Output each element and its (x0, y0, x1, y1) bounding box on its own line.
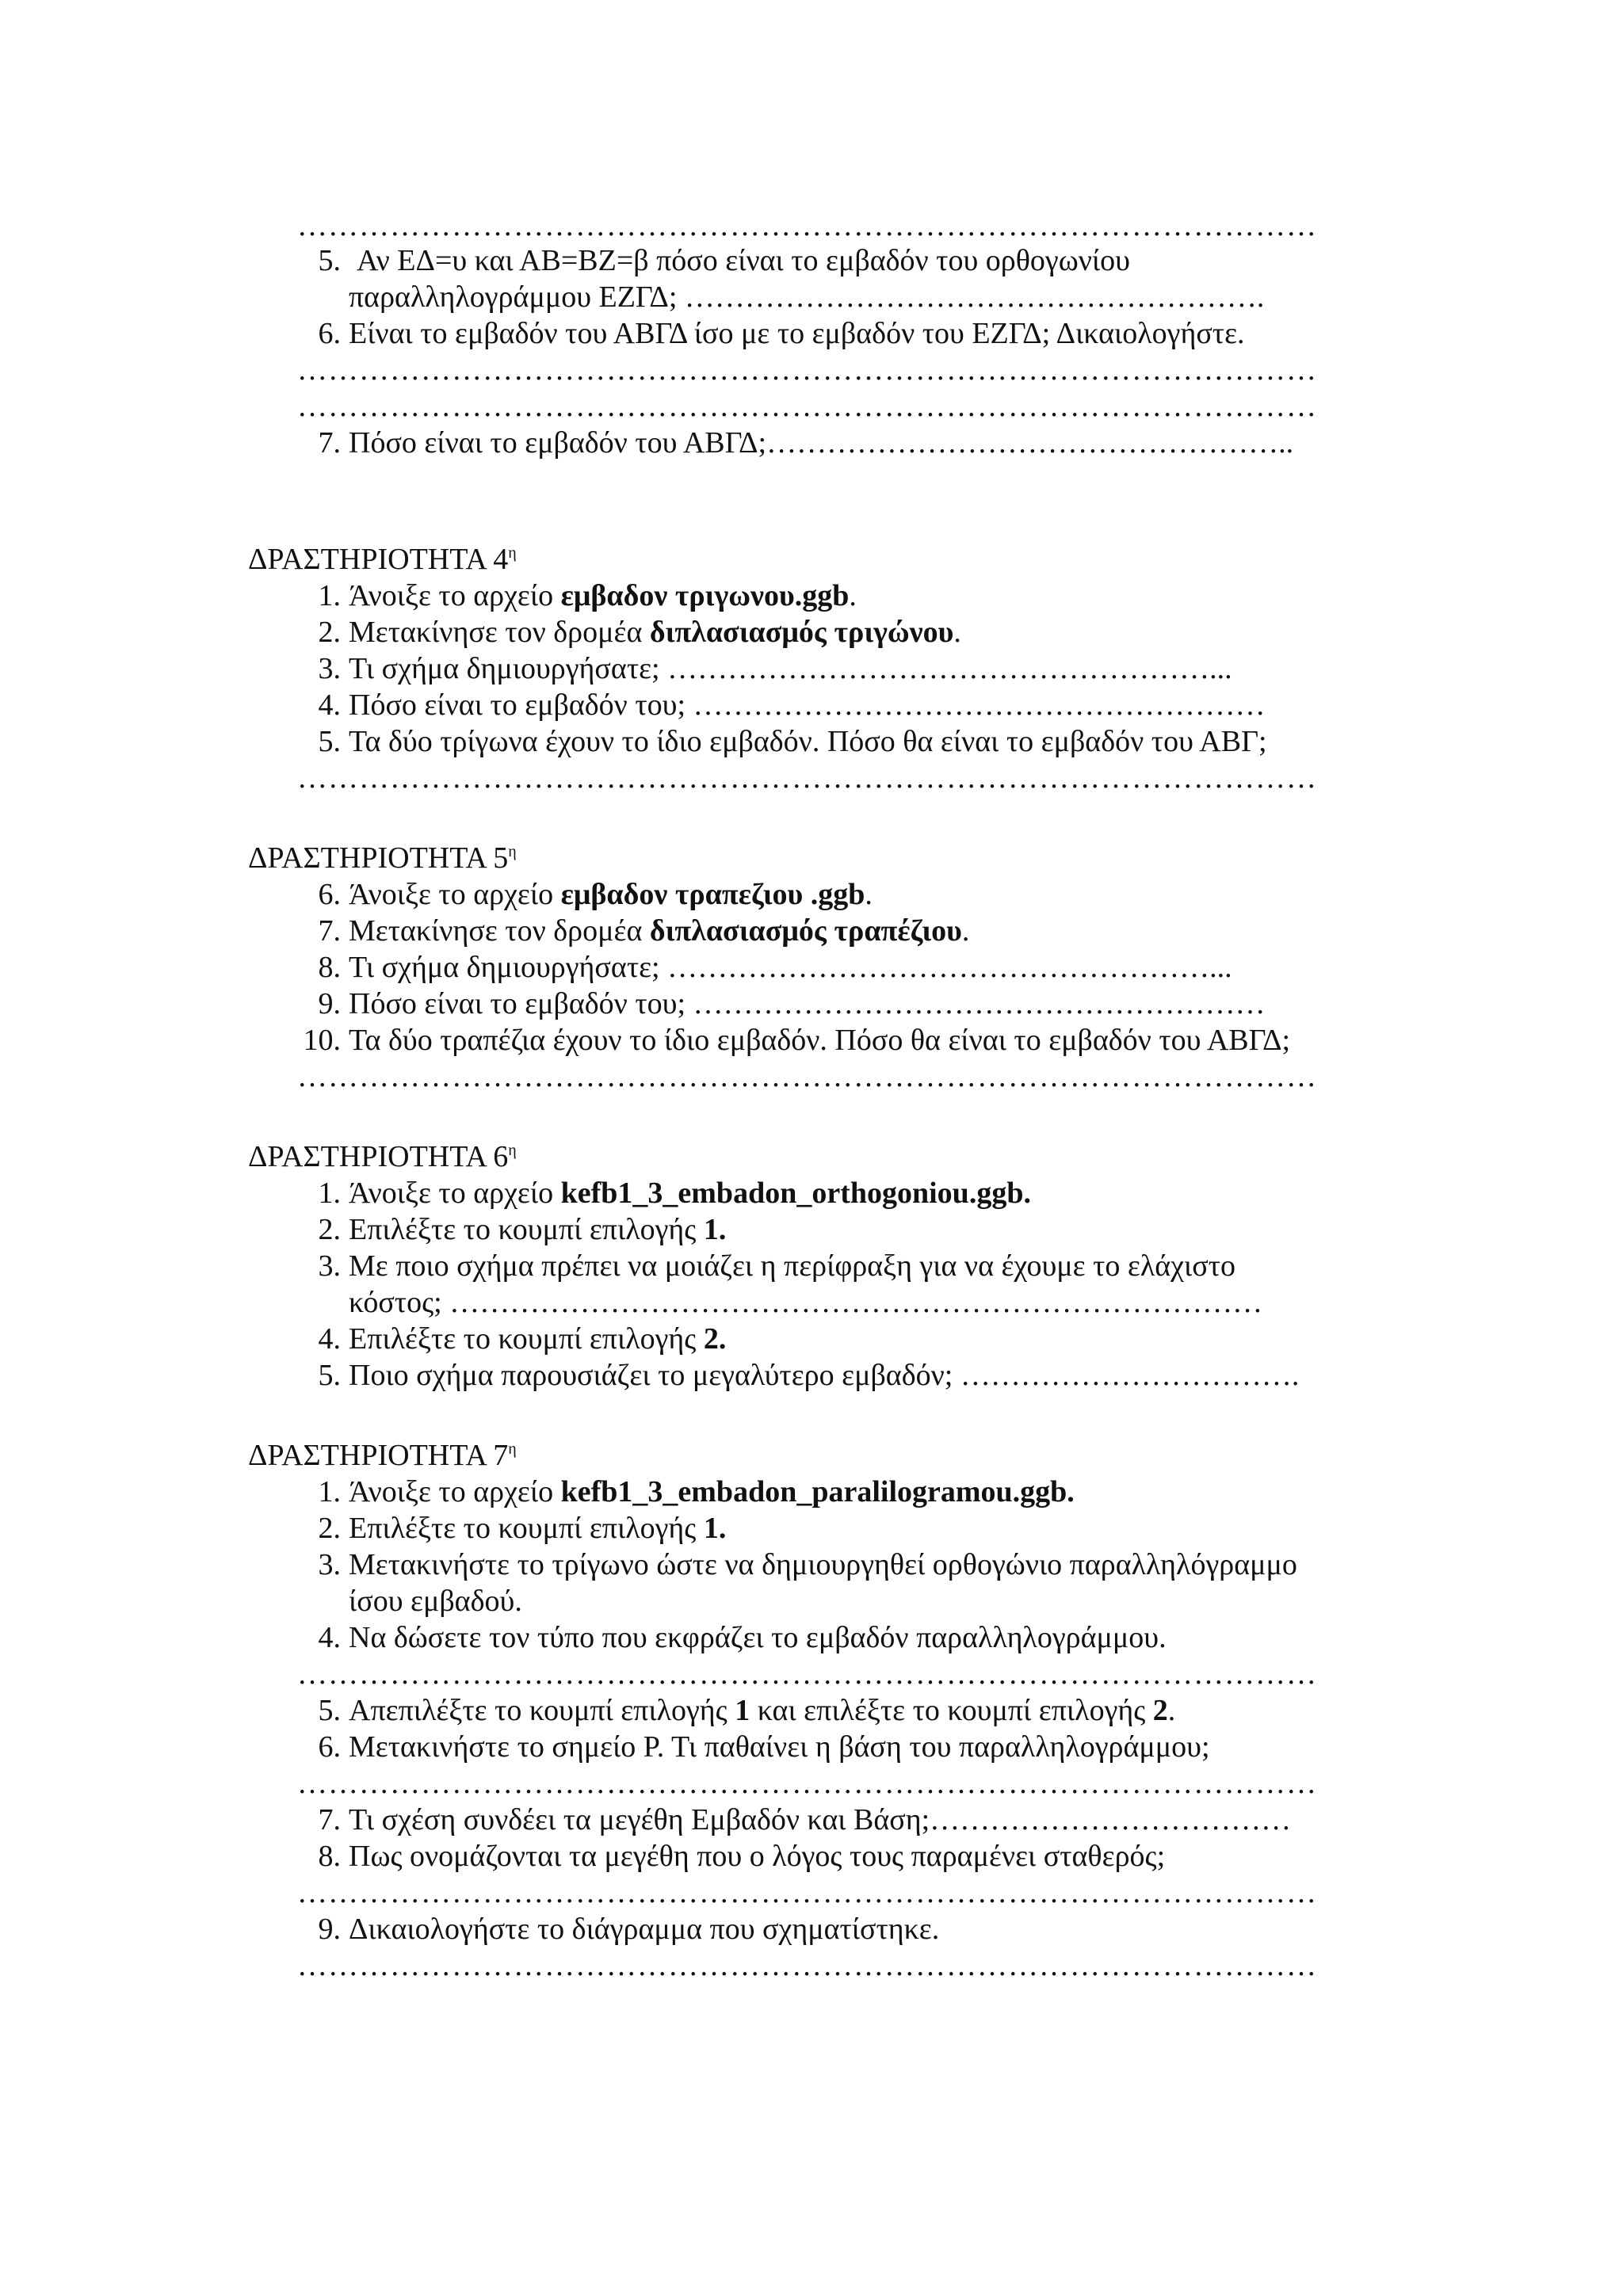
question-text: Μετακίνησε τον δρομέα διπλασιασμός τριγώνου. (349, 616, 961, 649)
section-heading-activity-5: ΔΡΑΣΤΗΡΙΟΤΗΤΑ $5^\eta$ (248, 841, 517, 875)
slider-name: διπλασιασμός τραπέζιου (649, 914, 962, 948)
item-number: 3. (318, 1249, 341, 1283)
file-name: kefb1_3_embadon_orthogoniou.ggb. (560, 1177, 1031, 1210)
question-text: Άνοιξε το αρχείο kefb1_3_embadon_orthogoniou.ggb. (349, 1177, 1031, 1210)
answer-dotline: ……………………………………………………………………………………… (297, 390, 1317, 423)
item-number: 8. (318, 951, 341, 984)
question-text-continued: κόστος; ……………………………………………………………………… (349, 1286, 1263, 1319)
question-text: Να δώσετε τον τύπο που εκφράζει το εμβαδόν παραλληλογράμμου. (349, 1621, 1167, 1654)
item-number: 7. (318, 426, 341, 460)
question-text: Μετακινήστε το σημείο Ρ. Τι παθαίνει η βάση του παραλληλογράμμου; (349, 1730, 1210, 1764)
item-number: 5. (318, 725, 341, 758)
item-number: 4. (318, 1621, 341, 1654)
item-number: 5. (318, 1359, 341, 1392)
item-number: 3. (318, 652, 341, 685)
question-text-continued: παραλληλογράμμου ΕΖΓΔ; …………………………………………………. (349, 280, 1265, 314)
file-name: kefb1_3_embadon_paralilogramou.ggb. (560, 1475, 1075, 1508)
question-text: Άνοιξε το αρχείο εμβαδον τραπεζιου .ggb. (349, 878, 873, 911)
option-number: 2 (1152, 1694, 1168, 1727)
item-number: 6. (318, 317, 341, 350)
question-text: Πόσο είναι το εμβαδόν του; ………………………………………………… (349, 688, 1266, 722)
answer-dotline: ……………………………………………………………………………………… (297, 761, 1317, 795)
question-text: Άνοιξε το αρχείο εμβαδον τριγωνου.ggb. (349, 579, 857, 612)
question-text: Άνοιξε το αρχείο kefb1_3_embadon_paralilogramou.ggb. (349, 1475, 1075, 1508)
question-text: Τι σχήμα δημιουργήσατε; ………………………………………………... (349, 951, 1232, 984)
item-number: 4. (318, 688, 341, 722)
answer-dotline: ……………………………………………………………………………………… (297, 1060, 1317, 1093)
answer-dotline: ……………………………………………………………………………………… (297, 1657, 1317, 1691)
option-number: 1 (735, 1694, 750, 1727)
answer-dotline: ……………………………………………………………………………………… (297, 1949, 1317, 1982)
question-text: Μετακινήστε το τρίγωνο ώστε να δημιουργηθεί ορθογώνιο παραλληλόγραμμο (349, 1548, 1297, 1581)
item-number: 1. (318, 1475, 341, 1508)
question-text: Αν ΕΔ=υ και ΑΒ=ΒΖ=β πόσο είναι το εμβαδόν του ορθογωνίου (357, 244, 1130, 277)
question-text: Τα δύο τρίγωνα έχουν το ίδιο εμβαδόν. Πόσο θα είναι το εμβαδόν του ΑΒΓ; (349, 725, 1267, 758)
question-text-continued: ίσου εμβαδού. (349, 1585, 522, 1618)
item-number: 3. (318, 1548, 341, 1581)
question-text: Επιλέξτε το κουμπί επιλογής 1. (349, 1512, 727, 1545)
question-text: Με ποιο σχήμα πρέπει να μοιάζει η περίφραξη για να έχουμε το ελάχιστο (349, 1249, 1236, 1283)
item-number: 5. (318, 1694, 341, 1727)
item-number: 6. (318, 1730, 341, 1764)
item-number: 8. (318, 1840, 341, 1873)
question-text: Τα δύο τραπέζια έχουν το ίδιο εμβαδόν. Πόσο θα είναι το εμβαδόν του ΑΒΓΔ; (349, 1024, 1291, 1057)
item-number: 6. (318, 878, 341, 911)
item-number: 7. (318, 1803, 341, 1836)
question-text: Μετακίνησε τον δρομέα διπλασιασμός τραπέζιου. (349, 914, 970, 948)
item-number: 2. (318, 1213, 341, 1246)
question-text: Πόσο είναι το εμβαδόν του; ………………………………………………… (349, 987, 1266, 1020)
question-text: Πόσο είναι το εμβαδόν του ΑΒΓΔ;…………………………………………….. (349, 426, 1294, 460)
item-number: 7. (318, 914, 341, 948)
section-heading-activity-6: ΔΡΑΣΤΗΡΙΟΤΗΤΑ $6^\eta$ (248, 1140, 517, 1173)
item-number: 9. (318, 987, 341, 1020)
item-number: 1. (318, 579, 341, 612)
item-number: 4. (318, 1322, 341, 1356)
question-text: Τι σχήμα δημιουργήσατε; ………………………………………………... (349, 652, 1232, 685)
option-number: 1. (703, 1512, 727, 1545)
question-text: Απεπιλέξτε το κουμπί επιλογής 1 και επιλέξτε το κουμπί επιλογής 2. (349, 1694, 1176, 1727)
section-heading-activity-4: ΔΡΑΣΤΗΡΙΟΤΗΤΑ $4^\eta$ (248, 543, 517, 576)
answer-dotline: ……………………………………………………………………………………… (297, 209, 1317, 242)
file-name: εμβαδον τραπεζιου .ggb (560, 878, 865, 911)
question-text: Είναι το εμβαδόν του ΑΒΓΔ ίσο με το εμβαδόν του ΕΖΓΔ; Δικαιολογήστε. (349, 317, 1245, 350)
question-text: Ποιο σχήμα παρουσιάζει το μεγαλύτερο εμβαδόν; ……………………………. (349, 1359, 1300, 1392)
slider-name: διπλασιασμός τριγώνου (649, 616, 954, 649)
question-text: Επιλέξτε το κουμπί επιλογής 2. (349, 1322, 727, 1356)
item-number: 5. (318, 244, 341, 277)
file-name: εμβαδον τριγωνου.ggb (560, 579, 850, 612)
item-number: 9. (318, 1913, 341, 1946)
option-number: 1. (703, 1213, 727, 1246)
answer-dotline: ……………………………………………………………………………………… (297, 1767, 1317, 1800)
item-number: 2. (318, 1512, 341, 1545)
item-number: 10. (303, 1024, 341, 1057)
question-text: Τι σχέση συνδέει τα μεγέθη Εμβαδόν και Βάση;……………………………… (349, 1803, 1292, 1836)
answer-dotline: ……………………………………………………………………………………… (297, 353, 1317, 387)
option-number: 2. (703, 1322, 727, 1356)
item-number: 1. (318, 1177, 341, 1210)
section-heading-activity-7: ΔΡΑΣΤΗΡΙΟΤΗΤΑ $7^\eta$ (248, 1439, 517, 1472)
question-text: Επιλέξτε το κουμπί επιλογής 1. (349, 1213, 727, 1246)
item-number: 2. (318, 616, 341, 649)
question-text: Πως ονομάζονται τα μεγέθη που ο λόγος τους παραμένει σταθερός; (349, 1840, 1166, 1873)
question-text: Δικαιολογήστε το διάγραμμα που σχηματίστηκε. (349, 1913, 940, 1946)
answer-dotline: ……………………………………………………………………………………… (297, 1876, 1317, 1909)
